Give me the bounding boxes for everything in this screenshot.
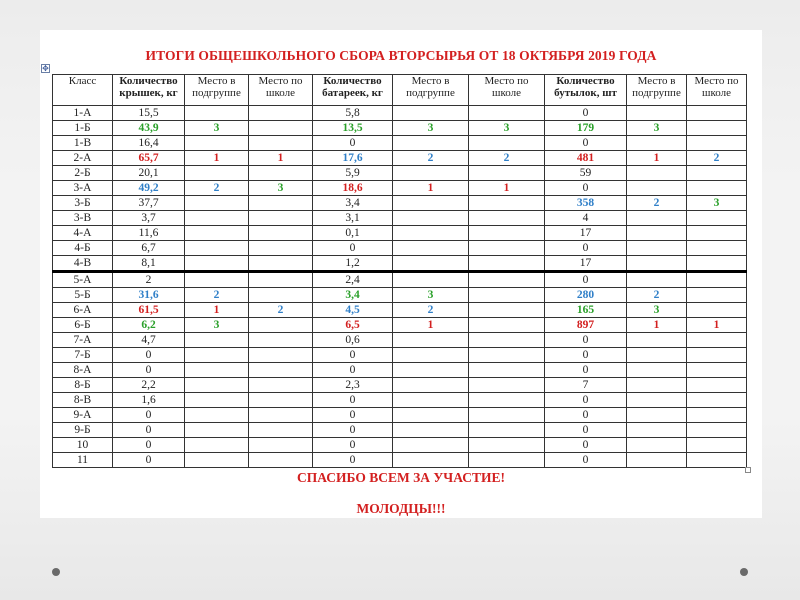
cell-caps-place-school <box>249 348 313 363</box>
cell-class: 7-Б <box>53 348 113 363</box>
cell-batteries-place-subgroup: 3 <box>393 121 469 136</box>
cell-bottles-place-subgroup: 2 <box>627 288 687 303</box>
results-table <box>52 74 747 468</box>
cell-batteries-kg: 6,5 <box>313 318 393 333</box>
cell-batteries-place-subgroup <box>393 378 469 393</box>
cell-caps-place-school <box>249 423 313 438</box>
cell-caps-kg: 11,6 <box>113 226 185 241</box>
table-header-row <box>53 75 747 106</box>
cell-batteries-place-subgroup <box>393 423 469 438</box>
table-body <box>53 106 747 468</box>
cell-caps-place-subgroup <box>185 256 249 272</box>
cell-bottles-place-school: 3 <box>687 196 747 211</box>
cell-batteries-place-school <box>469 333 545 348</box>
cell-batteries-place-school <box>469 453 545 468</box>
cell-batteries-place-school <box>469 106 545 121</box>
cell-caps-kg: 2,2 <box>113 378 185 393</box>
cell-bottles-place-school <box>687 348 747 363</box>
cell-batteries-place-subgroup: 3 <box>393 288 469 303</box>
cell-bottles-count: 165 <box>545 303 627 318</box>
cell-bottles-count: 0 <box>545 363 627 378</box>
table-row <box>53 226 747 241</box>
cell-batteries-kg: 0 <box>313 453 393 468</box>
cell-bottles-count: 7 <box>545 378 627 393</box>
cell-bottles-place-school <box>687 226 747 241</box>
cell-caps-place-school <box>249 408 313 423</box>
table-row <box>53 151 747 166</box>
cell-caps-place-subgroup: 2 <box>185 288 249 303</box>
cell-batteries-place-subgroup <box>393 136 469 151</box>
cell-batteries-place-subgroup <box>393 241 469 256</box>
cell-bottles-place-subgroup <box>627 393 687 408</box>
cell-bottles-place-subgroup <box>627 423 687 438</box>
bullet-dot-right <box>740 568 748 576</box>
cell-bottles-count: 179 <box>545 121 627 136</box>
cell-bottles-count: 0 <box>545 272 627 288</box>
cell-bottles-place-school <box>687 121 747 136</box>
cell-caps-kg: 0 <box>113 363 185 378</box>
cell-caps-place-subgroup <box>185 438 249 453</box>
cell-bottles-place-school <box>687 181 747 196</box>
cell-batteries-place-school <box>469 363 545 378</box>
cell-class: 3-В <box>53 211 113 226</box>
cell-bottles-place-school <box>687 363 747 378</box>
cell-batteries-place-subgroup <box>393 363 469 378</box>
cell-class: 10 <box>53 438 113 453</box>
cell-bottles-place-subgroup: 1 <box>627 318 687 333</box>
cell-bottles-place-school <box>687 453 747 468</box>
cell-bottles-place-subgroup <box>627 408 687 423</box>
cell-caps-kg: 4,7 <box>113 333 185 348</box>
table-row <box>53 256 747 272</box>
cell-batteries-kg: 0 <box>313 136 393 151</box>
table-row <box>53 303 747 318</box>
cell-caps-place-school <box>249 318 313 333</box>
cell-bottles-place-school <box>687 438 747 453</box>
cell-batteries-place-school <box>469 241 545 256</box>
cell-class: 1-В <box>53 136 113 151</box>
cell-caps-kg: 0 <box>113 348 185 363</box>
cell-bottles-place-subgroup <box>627 348 687 363</box>
cell-batteries-place-subgroup <box>393 196 469 211</box>
cell-batteries-kg: 0 <box>313 408 393 423</box>
cell-batteries-place-school <box>469 272 545 288</box>
cell-batteries-kg: 13,5 <box>313 121 393 136</box>
cell-bottles-place-subgroup <box>627 181 687 196</box>
cell-bottles-place-subgroup <box>627 378 687 393</box>
table-row <box>53 408 747 423</box>
cell-bottles-place-subgroup: 3 <box>627 121 687 136</box>
table-row <box>53 106 747 121</box>
table-row <box>53 438 747 453</box>
cell-batteries-place-subgroup <box>393 272 469 288</box>
cell-caps-kg: 49,2 <box>113 181 185 196</box>
cell-batteries-place-school <box>469 136 545 151</box>
cell-bottles-place-school <box>687 423 747 438</box>
cell-caps-kg: 8,1 <box>113 256 185 272</box>
cell-batteries-kg: 5,8 <box>313 106 393 121</box>
cell-batteries-place-subgroup <box>393 438 469 453</box>
cell-caps-kg: 6,2 <box>113 318 185 333</box>
cell-class: 3-Б <box>53 196 113 211</box>
cell-bottles-place-subgroup <box>627 438 687 453</box>
cell-batteries-kg: 0 <box>313 241 393 256</box>
cell-batteries-place-school: 3 <box>469 121 545 136</box>
thanks-message: СПАСИБО ВСЕМ ЗА УЧАСТИЕ! <box>296 470 506 485</box>
cell-caps-kg: 65,7 <box>113 151 185 166</box>
cell-batteries-place-subgroup <box>393 393 469 408</box>
cell-bottles-count: 280 <box>545 288 627 303</box>
cell-caps-place-school <box>249 288 313 303</box>
cell-batteries-place-school <box>469 348 545 363</box>
cell-caps-place-school <box>249 453 313 468</box>
cell-batteries-place-subgroup <box>393 256 469 272</box>
cell-class: 3-А <box>53 181 113 196</box>
cell-caps-kg: 43,9 <box>113 121 185 136</box>
cell-bottles-place-school <box>687 106 747 121</box>
well-done-message: МОЛОДЦЫ!!! <box>356 501 446 516</box>
cell-bottles-count: 17 <box>545 256 627 272</box>
header-batteries-kg: Количество батареек, кг <box>313 75 393 106</box>
cell-caps-place-school <box>249 211 313 226</box>
cell-bottles-count: 897 <box>545 318 627 333</box>
cell-bottles-place-school <box>687 272 747 288</box>
cell-batteries-kg: 1,2 <box>313 256 393 272</box>
cell-caps-kg: 16,4 <box>113 136 185 151</box>
document-title: ИТОГИ ОБЩЕШКОЛЬНОГО СБОРА ВТОРСЫРЬЯ ОТ 18 ОКТЯБРЯ 2019 ГОДА <box>145 48 657 63</box>
cell-caps-place-school <box>249 136 313 151</box>
cell-class: 4-В <box>53 256 113 272</box>
cell-caps-place-subgroup <box>185 106 249 121</box>
cell-class: 4-А <box>53 226 113 241</box>
cell-batteries-kg: 3,1 <box>313 211 393 226</box>
table-row <box>53 348 747 363</box>
cell-bottles-count: 59 <box>545 166 627 181</box>
cell-caps-place-subgroup <box>185 408 249 423</box>
cell-caps-place-subgroup <box>185 136 249 151</box>
cell-bottles-place-subgroup: 3 <box>627 303 687 318</box>
cell-bottles-place-school <box>687 136 747 151</box>
cell-batteries-kg: 0 <box>313 348 393 363</box>
cell-batteries-place-school <box>469 196 545 211</box>
cell-bottles-place-school <box>687 333 747 348</box>
cell-caps-place-school <box>249 256 313 272</box>
cell-batteries-place-school <box>469 256 545 272</box>
cell-batteries-place-subgroup <box>393 453 469 468</box>
cell-batteries-kg: 0,6 <box>313 333 393 348</box>
cell-bottles-count: 0 <box>545 136 627 151</box>
cell-batteries-place-school: 2 <box>469 151 545 166</box>
header-batteries-place-subgroup: Место в подгруппе <box>393 75 469 106</box>
cell-class: 8-А <box>53 363 113 378</box>
cell-caps-place-subgroup <box>185 241 249 256</box>
table-row <box>53 241 747 256</box>
table-row <box>53 318 747 333</box>
table-row <box>53 378 747 393</box>
table-row <box>53 211 747 226</box>
cell-caps-place-subgroup <box>185 423 249 438</box>
cell-bottles-count: 0 <box>545 408 627 423</box>
cell-batteries-place-school <box>469 393 545 408</box>
table-row <box>53 272 747 288</box>
cell-bottles-place-subgroup: 1 <box>627 151 687 166</box>
cell-bottles-count: 17 <box>545 226 627 241</box>
cell-bottles-count: 0 <box>545 423 627 438</box>
cell-batteries-place-subgroup: 2 <box>393 303 469 318</box>
table-row <box>53 136 747 151</box>
cell-batteries-place-subgroup <box>393 348 469 363</box>
cell-bottles-count: 0 <box>545 438 627 453</box>
cell-caps-place-subgroup: 3 <box>185 121 249 136</box>
bullet-dot-left <box>52 568 60 576</box>
cell-class: 5-А <box>53 272 113 288</box>
cell-batteries-place-school <box>469 423 545 438</box>
cell-batteries-place-school <box>469 303 545 318</box>
cell-class: 5-Б <box>53 288 113 303</box>
cell-caps-kg: 3,7 <box>113 211 185 226</box>
cell-bottles-place-subgroup <box>627 166 687 181</box>
cell-batteries-kg: 2,4 <box>313 272 393 288</box>
cell-caps-place-subgroup <box>185 272 249 288</box>
cell-bottles-place-subgroup <box>627 256 687 272</box>
cell-bottles-place-subgroup <box>627 106 687 121</box>
cell-batteries-kg: 0 <box>313 438 393 453</box>
cell-bottles-place-school <box>687 241 747 256</box>
cell-class: 7-А <box>53 333 113 348</box>
header-caps-place-subgroup: Место в подгруппе <box>185 75 249 106</box>
cell-class: 8-Б <box>53 378 113 393</box>
cell-bottles-place-subgroup <box>627 333 687 348</box>
cell-bottles-place-school <box>687 256 747 272</box>
cell-batteries-kg: 3,4 <box>313 196 393 211</box>
cell-batteries-place-school: 1 <box>469 181 545 196</box>
cell-bottles-place-school <box>687 393 747 408</box>
move-handle-icon[interactable]: ✥ <box>42 64 49 73</box>
cell-batteries-kg: 3,4 <box>313 288 393 303</box>
cell-batteries-place-school <box>469 211 545 226</box>
cell-caps-kg: 20,1 <box>113 166 185 181</box>
cell-batteries-place-school <box>469 378 545 393</box>
cell-caps-place-subgroup: 3 <box>185 318 249 333</box>
cell-caps-place-subgroup <box>185 211 249 226</box>
cell-bottles-count: 0 <box>545 453 627 468</box>
cell-caps-place-school <box>249 166 313 181</box>
cell-bottles-place-school <box>687 378 747 393</box>
cell-batteries-place-subgroup: 1 <box>393 181 469 196</box>
cell-class: 4-Б <box>53 241 113 256</box>
cell-caps-kg: 0 <box>113 423 185 438</box>
header-caps-place-school: Место по школе <box>249 75 313 106</box>
cell-caps-kg: 15,5 <box>113 106 185 121</box>
cell-batteries-kg: 18,6 <box>313 181 393 196</box>
cell-caps-place-subgroup <box>185 196 249 211</box>
cell-bottles-count: 0 <box>545 241 627 256</box>
cell-caps-place-subgroup <box>185 393 249 408</box>
cell-class: 11 <box>53 453 113 468</box>
document-page <box>40 30 762 518</box>
table-row <box>53 166 747 181</box>
cell-caps-place-subgroup <box>185 363 249 378</box>
cell-bottles-place-subgroup <box>627 136 687 151</box>
cell-batteries-kg: 2,3 <box>313 378 393 393</box>
cell-batteries-place-school <box>469 226 545 241</box>
cell-bottles-count: 358 <box>545 196 627 211</box>
cell-bottles-count: 0 <box>545 106 627 121</box>
header-caps-kg: Количество крышек, кг <box>113 75 185 106</box>
cell-caps-place-school <box>249 363 313 378</box>
cell-batteries-kg: 0,1 <box>313 226 393 241</box>
cell-caps-place-subgroup <box>185 348 249 363</box>
cell-bottles-count: 0 <box>545 348 627 363</box>
cell-caps-place-school <box>249 438 313 453</box>
table-row <box>53 363 747 378</box>
cell-batteries-place-school <box>469 288 545 303</box>
cell-class: 9-Б <box>53 423 113 438</box>
header-bottles-place-subgroup: Место в подгруппе <box>627 75 687 106</box>
cell-batteries-place-school <box>469 318 545 333</box>
cell-caps-place-school <box>249 196 313 211</box>
cell-caps-place-subgroup: 2 <box>185 181 249 196</box>
cell-bottles-place-school <box>687 408 747 423</box>
cell-batteries-place-subgroup <box>393 166 469 181</box>
cell-bottles-count: 0 <box>545 333 627 348</box>
table-row <box>53 423 747 438</box>
table-row <box>53 196 747 211</box>
cell-caps-place-school <box>249 121 313 136</box>
cell-batteries-place-subgroup <box>393 106 469 121</box>
cell-caps-place-subgroup <box>185 378 249 393</box>
cell-class: 8-В <box>53 393 113 408</box>
cell-bottles-place-school <box>687 288 747 303</box>
cell-bottles-place-school <box>687 303 747 318</box>
cell-class: 2-А <box>53 151 113 166</box>
table-row <box>53 333 747 348</box>
cell-batteries-kg: 5,9 <box>313 166 393 181</box>
cell-bottles-place-school: 1 <box>687 318 747 333</box>
cell-class: 1-Б <box>53 121 113 136</box>
cell-batteries-kg: 0 <box>313 423 393 438</box>
cell-caps-place-school: 3 <box>249 181 313 196</box>
cell-bottles-count: 0 <box>545 181 627 196</box>
table-row <box>53 121 747 136</box>
cell-caps-place-school <box>249 106 313 121</box>
cell-bottles-place-subgroup <box>627 226 687 241</box>
cell-caps-place-school <box>249 241 313 256</box>
cell-bottles-place-subgroup: 2 <box>627 196 687 211</box>
cell-batteries-place-subgroup <box>393 226 469 241</box>
cell-caps-place-school <box>249 333 313 348</box>
cell-caps-kg: 2 <box>113 272 185 288</box>
table-row <box>53 288 747 303</box>
cell-batteries-place-subgroup <box>393 333 469 348</box>
cell-caps-kg: 37,7 <box>113 196 185 211</box>
cell-batteries-place-subgroup <box>393 408 469 423</box>
cell-class: 6-А <box>53 303 113 318</box>
cell-caps-kg: 0 <box>113 453 185 468</box>
table-row <box>53 393 747 408</box>
cell-caps-place-subgroup: 1 <box>185 151 249 166</box>
cell-bottles-place-subgroup <box>627 211 687 226</box>
cell-caps-kg: 31,6 <box>113 288 185 303</box>
header-bottles-count: Количество бутылок, шт <box>545 75 627 106</box>
cell-bottles-place-school <box>687 211 747 226</box>
cell-class: 2-Б <box>53 166 113 181</box>
cell-caps-place-school <box>249 393 313 408</box>
cell-caps-place-school: 1 <box>249 151 313 166</box>
cell-batteries-kg: 0 <box>313 393 393 408</box>
cell-caps-kg: 61,5 <box>113 303 185 318</box>
cell-batteries-place-subgroup: 1 <box>393 318 469 333</box>
cell-bottles-count: 0 <box>545 393 627 408</box>
cell-bottles-count: 4 <box>545 211 627 226</box>
cell-caps-place-subgroup <box>185 453 249 468</box>
cell-bottles-place-subgroup <box>627 272 687 288</box>
header-batteries-place-school: Место по школе <box>469 75 545 106</box>
cell-bottles-count: 481 <box>545 151 627 166</box>
header-class: Класс <box>53 75 113 106</box>
table-row <box>53 453 747 468</box>
cell-class: 6-Б <box>53 318 113 333</box>
cell-caps-place-subgroup: 1 <box>185 303 249 318</box>
cell-batteries-place-school <box>469 166 545 181</box>
header-bottles-place-school: Место по школе <box>687 75 747 106</box>
cell-caps-place-school <box>249 226 313 241</box>
cell-class: 9-А <box>53 408 113 423</box>
cell-batteries-kg: 0 <box>313 363 393 378</box>
cell-class: 1-А <box>53 106 113 121</box>
cell-bottles-place-subgroup <box>627 453 687 468</box>
cell-caps-place-school <box>249 378 313 393</box>
cell-caps-kg: 1,6 <box>113 393 185 408</box>
cell-batteries-place-subgroup <box>393 211 469 226</box>
table-row <box>53 181 747 196</box>
cell-batteries-kg: 17,6 <box>313 151 393 166</box>
cell-caps-kg: 0 <box>113 438 185 453</box>
cell-caps-kg: 6,7 <box>113 241 185 256</box>
cell-batteries-place-subgroup: 2 <box>393 151 469 166</box>
cell-bottles-place-school: 2 <box>687 151 747 166</box>
cell-bottles-place-school <box>687 166 747 181</box>
cell-caps-place-subgroup <box>185 166 249 181</box>
cell-caps-place-school <box>249 272 313 288</box>
cell-batteries-kg: 4,5 <box>313 303 393 318</box>
cell-caps-kg: 0 <box>113 408 185 423</box>
cell-batteries-place-school <box>469 438 545 453</box>
cell-caps-place-subgroup <box>185 333 249 348</box>
cell-bottles-place-subgroup <box>627 241 687 256</box>
cell-caps-place-subgroup <box>185 226 249 241</box>
cell-bottles-place-subgroup <box>627 363 687 378</box>
cell-caps-place-school: 2 <box>249 303 313 318</box>
cell-batteries-place-school <box>469 408 545 423</box>
